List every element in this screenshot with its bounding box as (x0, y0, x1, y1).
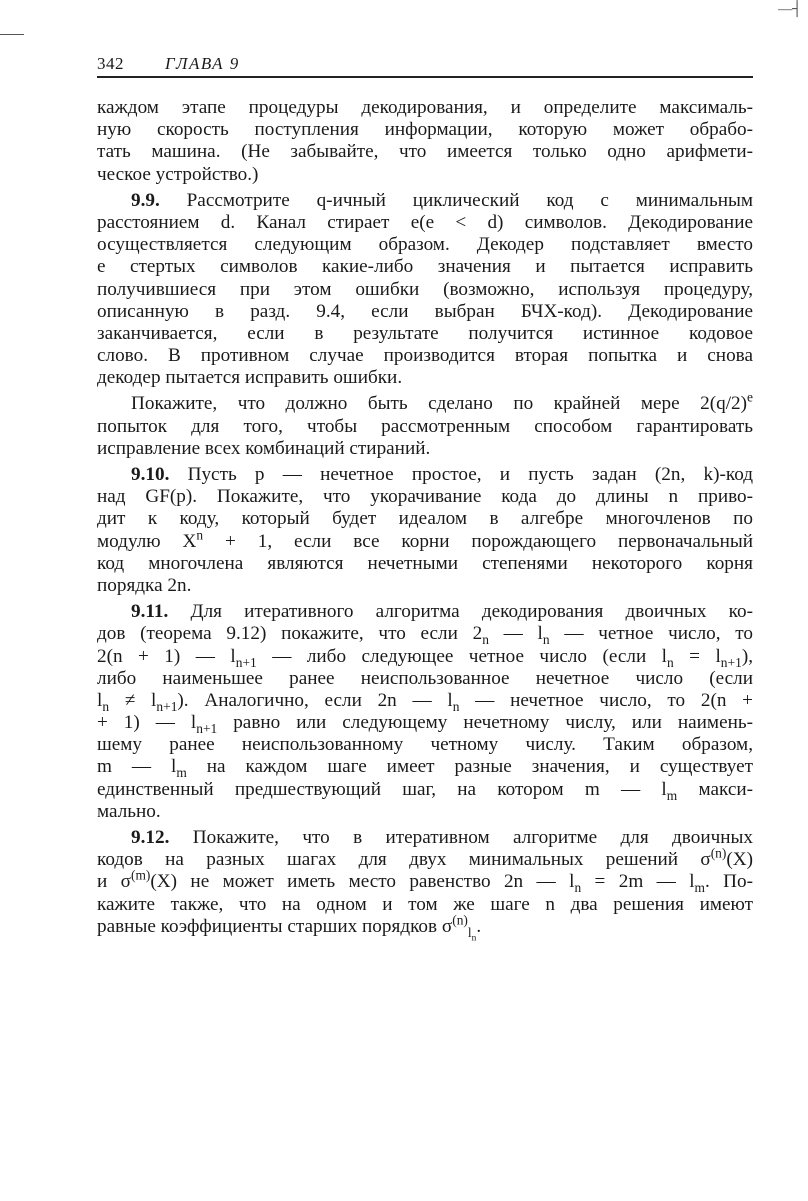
text-line: 9.9. Рассмотрите q-ичный циклический код с минимальным (131, 189, 753, 211)
page-header (97, 52, 753, 78)
text-line: слово. В противном случае производится вторая попытка и снова (97, 345, 753, 367)
text-line: код многочлена являются нечетными степенями некоторого корня (97, 552, 753, 574)
text-line: $l_n \ne l_{n+1}$). Аналогично, если 2n — $l_n$ — нечетное число, то 2(n + (97, 689, 753, 714)
text-line: мально. (97, 800, 161, 822)
text-line: кодов на разных шагах для двух минимальных решений $\sigma^{(n)}(X)$ (97, 845, 753, 871)
text-line: осуществляется следующим образом. Декодер подставляет вместо (97, 234, 753, 256)
chapter-title: ГЛАВА 9 (165, 54, 240, 73)
page-body (97, 97, 754, 944)
corner-mark: —┤ (778, 2, 802, 17)
text-line: 9.10. Пусть p — нечетное простое, и пусть задан (2n, k)-код (131, 464, 753, 485)
text-line: e стертых символов какие-либо значения и пытается исправить (97, 256, 753, 278)
text-line: и $\sigma^{(m)}(X)$ не может иметь место равенство 2n — $l_n = 2m$ — $l_m$. По- (97, 867, 753, 896)
text-line: кажите также, что на одном и том же шаге n два решения имеют (97, 893, 753, 915)
text-line: дов (теорема 9.12) покажите, что если $2_n$ — $l_n$ — четное число, то (97, 623, 753, 648)
text-line: 9.12. Покажите, что в итеративном алгоритме для двоичных (131, 827, 753, 848)
text-line: тать машина. (Не забывайте, что имеется только одно арифмети- (97, 141, 753, 163)
text-line: m — $l_m$ на каждом шаге имеет разные значения, и существует (97, 756, 753, 781)
page-number: 342 (97, 54, 124, 73)
text-line: порядка 2n. (97, 574, 192, 596)
text-line: 2(n + 1) — $l_{n+1}$ — либо следующее четное число (если $l_n = l_{n+1}$), (97, 645, 753, 670)
text-line: шему ранее неиспользованному четному числу. Таким образом, (97, 734, 753, 756)
text-line: каждом этапе процедуры декодирования, и определите максималь- (97, 97, 753, 118)
text-line: единственный предшествующий шаг, на котором m — $l_m$ макси- (97, 778, 754, 803)
text-line: дит к коду, который будет идеалом в алгебре многочленов по (97, 508, 753, 530)
corner-tick (0, 34, 24, 35)
text-line: ческое устройство.) (97, 163, 259, 185)
text-line: + 1) — $l_{n+1}$ равно или следующему нечетному числу, или наимень- (97, 712, 754, 736)
text-line: модулю $X^n + 1$, если все корни порождающего первоначальный (97, 527, 753, 552)
text-line: 9.11. Для итеративного алгоритма декодирования двоичных ко- (131, 601, 753, 623)
text-line: получившиеся при этом ошибки (возможно, используя процедуру, (97, 278, 753, 300)
text-line: равные коэффициенты старших порядков $\sigma^{(n)}_{l_n}$. (97, 912, 482, 944)
text-line: заканчивается, если в результате получится истинное кодовое (97, 322, 753, 344)
text-line: над GF(p). Покажите, что укорачивание кода до длины n приво- (97, 486, 753, 508)
text-line: описанную в разд. 9.4, если выбран БЧХ-код). Декодирование (97, 300, 753, 322)
text-line: расстоянием d. Канал стирает e(e < d) символов. Декодирование (97, 211, 753, 233)
text-line: Покажите, что должно быть сделано по крайней мере $2(q/2)^e$ (131, 390, 753, 415)
text-line: декодер пытается исправить ошибки. (97, 367, 403, 389)
text-line: попыток для того, чтобы рассмотренным способом гарантировать (97, 415, 753, 437)
text-line: исправление всех комбинаций стираний. (97, 437, 431, 459)
text-line: ную скорость поступления информации, которую может обрабо- (97, 119, 753, 141)
text-line: либо наименьшее ранее неиспользованное нечетное число (если (97, 667, 753, 689)
header-rule (97, 76, 753, 78)
